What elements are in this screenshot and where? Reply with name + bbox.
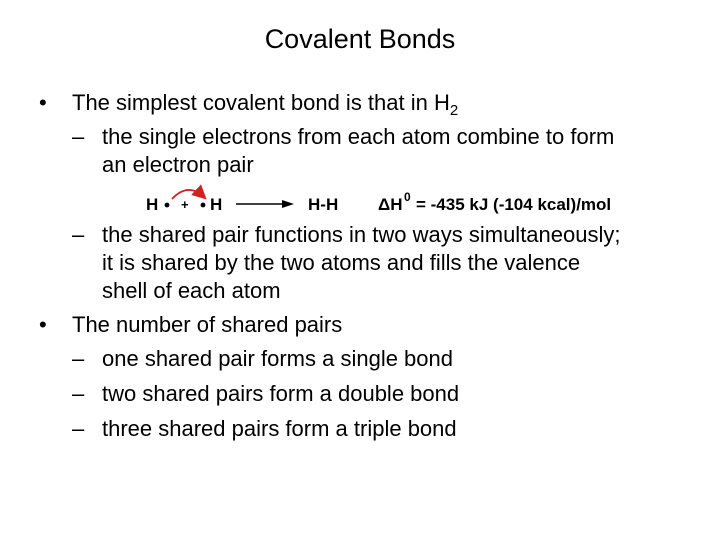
reaction-arrowhead [282, 200, 294, 208]
dash-marker: – [72, 346, 85, 371]
enthalpy-value: = -435 kJ (-104 kcal)/mol [416, 195, 612, 214]
delta-h-superscript: 0 [404, 190, 411, 204]
sub-bullet-2-2-text: two shared pairs form a double bond [102, 381, 460, 406]
bullet-marker: • [39, 312, 47, 337]
right-electron-dot [201, 203, 206, 208]
reaction-equation [140, 184, 640, 220]
left-electron-dot [165, 203, 170, 208]
dash-marker: – [72, 416, 85, 441]
bullet-1-main-text: The simplest covalent bond is that in H [72, 90, 450, 115]
dash-marker: – [72, 222, 85, 247]
bullet-marker: • [39, 90, 47, 115]
product-molecule: H-H [308, 195, 339, 214]
slide-title: Covalent Bonds [264, 24, 456, 54]
delta-h-label: ΔH [378, 195, 403, 214]
sub-bullet-2-1-text: one shared pair forms a single bond [102, 346, 453, 371]
dash-marker: – [72, 381, 85, 406]
sub-bullet-1-2-text-line2: it is shared by the two atoms and fills the valence [102, 250, 581, 275]
sub-bullet-1-2-text-line3: shell of each atom [102, 278, 281, 303]
right-h-atom: H [210, 195, 223, 214]
sub-bullet-1-1-text-line2: an electron pair [102, 152, 254, 177]
bullet-1-text [72, 86, 458, 120]
sub-bullet-1-1-text: the single electrons from each atom combine to form [102, 124, 615, 149]
bullet-2-text: The number of shared pairs [72, 312, 343, 337]
left-h-atom: H [146, 195, 159, 214]
sub-bullet-2-3-text: three shared pairs form a triple bond [102, 416, 457, 441]
sub-bullet-1-2-text: the shared pair functions in two ways simultaneously; [102, 222, 621, 247]
dash-marker: – [72, 124, 85, 149]
plus-sign: + [181, 197, 189, 212]
h2-subscript: 2 [449, 102, 459, 119]
